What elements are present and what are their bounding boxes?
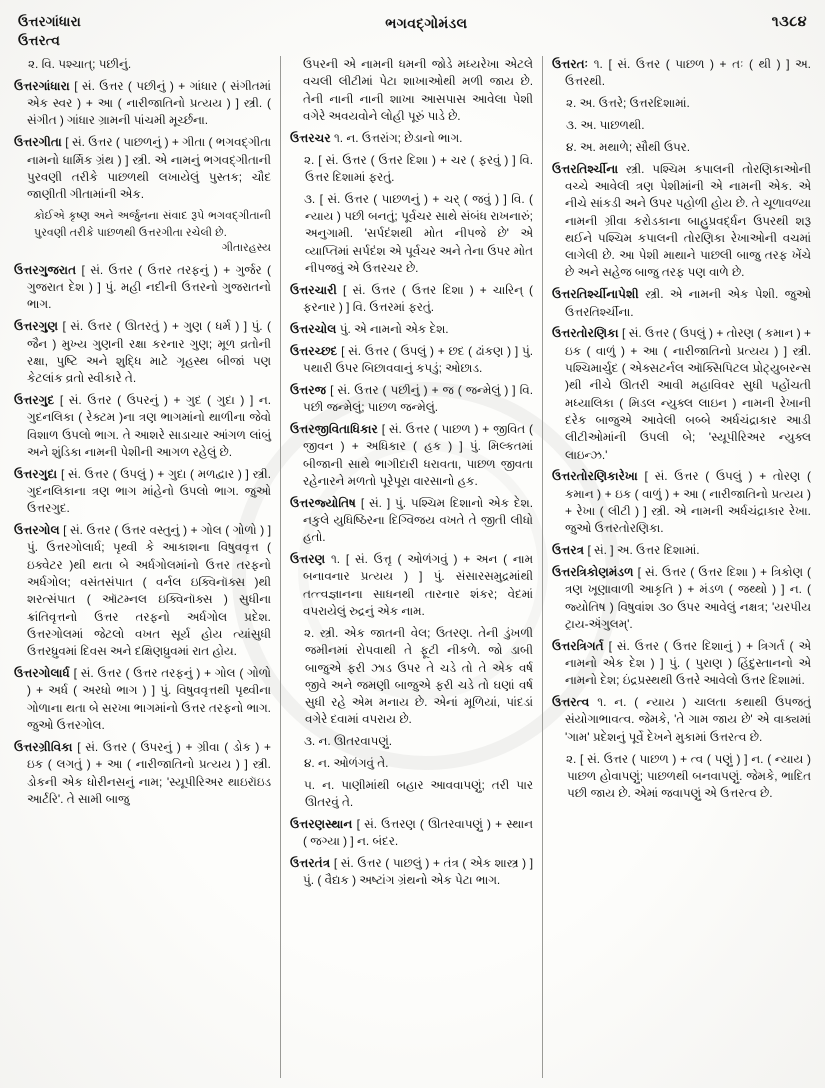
entry-headword: ઉત્તરગાંધારા [14,78,70,93]
column-container [0,54,825,1086]
entry-definition: [ સં. ] અ. ઉત્તર દિશામાં. [584,543,700,558]
entry-definition: ૧. ન. ( ન્યાય ) ચાલતા કથાથી ઉપજતું સંયોગાભાવત્વ. જેમકે, 'તે ગામ જાય છે' એ વાક્યમાં 'ગામ' પ્રદેશનું પૂર્વે દેખને મુકામાં ઉત્તરત્વ છે. [565,695,811,744]
entry-sense-text: ૨. અ. ઉત્તરે; ઉત્તરદિશામાં. [566,96,690,111]
citation-text: કોઈએ કૃષ્ણ અને અર્જુનના સંવાદ રૂપે ભગવદ્‌ગીતાની પુરવણી તરીકે પાછળથી ઉત્તરગીતા રચેલી છે. [34,210,271,239]
dictionary-entry [290,551,533,620]
entry-sense-text: ૨. સ્ત્રી. એક જાતની વેલ; ઉતરણ. તેની ડુંખળી જમીનમાં રોપવાથી તે ફૂટી નીકળે. જો ડાબી બાજુએ ફરી ઝાડ ઉપર તે ચડે તો તે એક વર્ષ જીવે અને જમણી બાજુએ ફરી ચડે તો ઘણાં વર્ષ સુધી રહે એમ મનાય છે. એનાં મૂળિયાં, પાંદડાં વગેરે દવામાં વપરાય છે. [304,625,533,727]
dictionary-entry [552,638,811,690]
entry-definition: પું. એ નામનો એક દેશ. [336,321,449,336]
entry-definition: [ સં. ઉત્તર ( પછીનું ) + જ ( જન્મેલું ) ] વિ. પછી જન્મેલું; પાછળ જન્મેલું. [303,382,533,415]
entry-definition: [ સં. ઉત્તર ( ઉત્તર દિશા ) + ચારિન્ ( ફરનાર ) ] વિ. ઉત્તરમાં ફરતું. [303,282,533,315]
text-column-2 [280,56,542,1078]
entry-definition: [ સં. ઉત્તર ( ઉપરનું ) + ગુદ ( ગુદા ) ] ન. ગુદનલિકા ( રેક્ટમ )ના ત્રણ ભાગમાંનો થાળીના જેવો વિશાળ ઉપલો ભાગ. તે આશરે સાડાચાર આંગળ લાંબું અને શુંડિકા નામની પેશીની આગળ રહેલું છે. [27,392,271,459]
entry-sense [290,755,533,772]
entry-headword: ઉત્તરતિર્શ્ચીના [552,161,619,176]
dictionary-entry [552,542,811,559]
entry-headword: ઉત્તરગુણ [14,319,59,334]
dictionary-entry [290,382,533,417]
entry-headword: ઉત્તરગુદા [14,466,58,481]
entry-sense [290,777,533,812]
entry-headword: ઉત્તરગુદ [14,392,55,407]
entry-sense [552,117,811,134]
entry-sense-text: ૪. ન. ઓળંગવું તે. [304,756,389,771]
entry-headword: ઉત્તરચ્છદ [290,343,338,358]
entry-definition: [ સં. ઉત્તર ( ઉત્તર દિશા ) + ત્રિકોણ ( ત્રણ ખૂણાવાળી આકૃતિ ) + મંડળ ( જથ્થો ) ] ન. ( જ્યોતિષ ) વિષુવાંશ ૩૦ ઉપર આવેલું નક્ષત્ર; 'યરપીય ટ્રાય-ઍંગુલમ્'. [565,564,811,631]
entry-headword: ઉત્તરગુજરાત [14,262,77,277]
entry-definition: [ સં. ઉત્તર ( ઊતરતું ) + ગુણ ( ધર્મ ) ] પું. ( જૈન ) મુખ્ય ગુણની રક્ષા કરનાર ગુણ; મૂળ વ્રતોની રક્ષા, પુષ્ટિ અને શુદ્ધિ માટે ગૃહસ્થ બીજાં પણ કેટલાંક વ્રતો સ્વીકારે તે. [27,319,271,386]
entry-sense [14,56,271,73]
entry-headword: ઉત્તરચારી [290,282,337,297]
dictionary-entry [14,392,271,461]
entry-sense [552,139,811,156]
entry-sense-text: ૩. ન. ઊતરવાપણું. [304,734,393,749]
dictionary-entry [552,468,811,537]
entry-definition: [ સં. ઉત્તર ( પાછલું ) + તંત્ર ( એક શાસ્ત્ર ) ] પું. ( વૈદ્યક ) અષ્ટાંગ ગ્રંથનો એક પેટા ભાગ. [303,856,533,888]
dictionary-entry [552,286,811,321]
dictionary-entry [14,665,271,734]
entry-headword: ઉત્તરત્વ [552,695,590,710]
dictionary-entry [552,325,811,464]
entry-headword: ઉત્તરતોરણિકા [552,326,619,341]
dictionary-entry [290,130,533,147]
entry-headword: ઉત્તરચર [290,130,331,145]
dictionary-entry [290,855,533,890]
entry-headword: ઉત્તરગ્રીવિકા [14,739,73,754]
dictionary-entry [552,564,811,633]
entry-headword: ઉત્તરત્રિકોણમંડળ [552,564,634,579]
dictionary-entry [290,282,533,317]
entry-sense-text: ૩. અ. પાછળથી. [566,117,645,132]
entry-sense-text: ૪. અ. મથાળે; સૌથી ઉપર. [566,139,691,154]
entry-citation [14,208,271,257]
entry-sense [552,751,811,803]
dictionary-entry [14,134,271,203]
entry-sense-text: ૨. વિ. પશ્ચાત્; પછીનું. [28,57,132,71]
running-head-left-line-2: ઉત્તરત્વ [18,33,61,49]
dictionary-entry [14,78,271,130]
dictionary-entry [290,321,533,338]
dictionary-entry [290,816,533,851]
entry-headword: ઉત્તરગીતા [14,135,62,150]
entry-headword: ઉત્તરજીવિતાધિકાર [290,421,378,436]
entry-definition: ૧. [ સં. ઉત્તૃ ( ઓળંગવું ) + અન ( નામ બનાવનાર પ્રત્યય ) ] પું. સંસારસમુદ્રમાંથી તત્ત્વજ્ઞાનના સાધનથી તારનાર શંકર; વેદમાં વપરાયેલું રુદ્રનું એક નામ. [303,552,533,619]
entry-headword: ઉત્તરત્રિગર્ત [552,638,604,653]
dictionary-entry [552,56,811,91]
entry-headword: ઉત્તરજ [290,382,327,397]
dictionary-entry [552,694,811,746]
entry-definition: [ સં. ઉત્તર ( ઉત્તર તરફનું ) + ગોલ ( ગોળો ) + અર્ધ ( અરધો ભાગ ) ] પું. વિષુવવૃત્તથી પૃથ્વીના ગોળાના થતા બે સરખા ભાગમાંનો ઉત્તર તરફનો ભાગ. જુઓ ઉત્તરગોલ. [27,666,271,733]
dictionary-entry [14,739,271,808]
running-head-left [18,12,81,50]
entry-headword: ઉત્તરત્ર [552,543,585,558]
entry-definition: [ સં. ઉત્તર ( ઉપલું ) + તોરણ ( કમાન ) + ઇક ( વાળું ) + આ ( નારીજાતિનો પ્રત્યય ) ] સ્ત્રી. પશ્ચિમાર્ચુદ ( એક્સટર્નલ ઑક્સિપિટલ પ્રોટ્યુબરન્સ )થી નીચે ઊતરી આવી મહાવિવર સુધી પહોંચતી મધ્યાલિકા ( મિડલ ન્યુક્લ લાઇન ) નામની રેખાની દરેક બાજુએ આવેલી બબ્બે અર્ધચંદ્રાકાર આડી લીટીઓમાંની ઉપલી બે; 'સ્યૂપીરિઅર ન્યુક્લ લાઇન્ઝ.' [565,326,811,462]
dictionary-entry [14,262,271,314]
entry-definition: સ્ત્રી. એ નામની એક પેશી. જુઓ ઉત્તરતિર્શ્ચીના. [565,287,811,319]
entry-sense-text: ૫. ન. પાણીમાંથી બહાર આવવાપણું; તરી પાર ઊતરવું તે. [304,777,533,810]
dictionary-entry [290,495,533,547]
continued-definition-text: ઉપરની એ નામની ધમની જોડે મધ્યરેખા એટલે વચલી લીટીમાં પેટા શાખાઓથી મળી જાય છે. તેની નાની નાની શાખા આસપાસ આવેલા પેશી વગેરે અવયવોને લોહી પૂરું પાડે છે. [303,57,533,123]
entry-sense-text: ૨. [ સં. ઉત્તર ( ઉત્તર દિશા ) + ચર ( ફરવું ) ] વિ. ઉત્તર દિશામાં ફરતું. [304,152,533,184]
dictionary-entry [552,161,811,282]
entry-headword: ઉત્તરણસ્થાન [290,817,353,831]
citation-source: ગીતારહસ્ય [221,242,271,255]
entry-headword: ઉત્તરતિર્શ્ચીનાપેશી [552,287,639,302]
entry-definition: [ સં. ઉત્તર ( પછીનું ) + ગાંધાર ( સંગીતમાં એક સ્વર ) + આ ( નારીજાતિનો પ્રત્યય ) ] સ્ત્રી. ( સંગીત ) ગાંધાર ગ્રામની પાંચમી મૂર્ચ્છના. [27,78,271,128]
entry-headword: ઉત્તરજ્યોતિષ [290,495,356,510]
entry-sense-text: ૩. [ સં. ઉત્તર ( પાછળનું ) + ચર્ ( જવું ) ] વિ. ( ન્યાય ) પછી બનતું; પૂર્વચર સાથે સંબંધ રાખનારું; અનુગામી. 'સર્પદંશથી મોત નીપજે છે' એ વ્યાપ્તિમાં સર્પદંશ એ પૂર્વચર અને તેના ઉપર મોત નીપજવું એ ઉત્તરચર છે. [304,191,533,275]
entry-sense-text: ૨. [ સં. ઉત્તર ( પાછળ ) + ત્વ ( પણું ) ] ન. ( ન્યાય ) પાછળ હોવાપણું; પાછળથી બનવાપણું. જેમકે, ભાદિત પછી જાય છે. એમાં જવાપણું એ ઉત્તરત્વ છે. [566,751,811,801]
text-column-3 [542,56,811,1078]
entry-sense [552,95,811,112]
dictionary-entry [14,522,271,661]
entry-definition: [ સં. ઉત્તર ( ઉત્તર દિશાનું ) + ત્રિગર્ત ( એ નામનો એક દેશ ) ] પું. ( પુરાણ ) હિંદુસ્તાનનો એ નામનો દેશ; ઇંદ્રપ્રસ્થથી ઉત્તરે આવેલો ઉત્તર દિશામાં. [565,638,811,688]
entry-sense [290,625,533,729]
entry-definition: [ સં. ઉત્તર ( ઉપલું ) + તોરણ ( કમાન ) + ઇક ( વાળું ) + આ ( નારીજાતિનો પ્રત્યય ) + રેખા ( લીટી ) ] સ્ત્રી. એ નામની અર્ધચંદ્રાકાર રેખા. જુઓ ઉત્તરતોરણિકા. [565,469,811,536]
entry-definition: [ સં. ઉત્તર ( ઉપરનું ) + ગ્રીવા ( ડોક ) + ઇક ( લગતું ) + આ ( નારીજાતિનો પ્રત્યય ) ] સ્ત્રી. ડોકની એક ધોરીનસનું નામ; 'સ્યૂપીરિઅર થાઇરૉઇડ આર્ટરિ'. તે સામી બાજુ [27,739,271,806]
entry-definition: [ સં. ઉત્તર ( ઉત્તર વસ્તુનું ) + ગોલ ( ગોળો ) ] પું. ઉત્તરગોલાર્ધ; પૃથ્વી કે આકાશના વિષુવવૃત્ત ( ઇક્વેટર )થી થતા બે અર્ધગોલમાંનો ઉત્તર તરફનો અર્ધગોલ; વસંતસંપાત ( વર્નલ ઇક્વિનૉક્સ )થી શરત્સંપાત ( ઑટમ્નલ ઇક્વિનૉક્સ ) સુધીના ક્રાંતિવૃત્તનો ઉત્તર તરફનો અર્ધગોલ પ્રદેશ. ઉત્તરગોલમાં જેટલો વખત સૂર્ય હોય ત્યાંસુધી ઉત્તરધ્રુવમાં દિવસ અને દક્ષિણધ્રુવમાં રાત હોય. [27,523,271,659]
entry-definition: [ સં. ઉત્તરણ ( ઊતરવાપણું ) + સ્થાન ( જગ્યા ) ] ન. બંદર. [303,817,533,849]
entry-definition: ૧. [ સં. ઉત્તર ( પાછળ ) + તઃ ( થી ) ] અ. ઉત્તરથી. [565,57,811,89]
entry-definition: સ્ત્રી. પશ્ચિમ કપાલની તોરણિકાઓની વચ્ચે આવેલી ત્રણ પેશીમાંની એ નામની એક. એ નીચે સાંકડી અને ઉપર પહોળી હોય છે. તે ચૂળાવળ્યા નામની ગ્રીવા કરોડકાના બાહુપ્રવર્દ્ધન ઉપરથી શરૂ થઈને પશ્ચિમ કપાલની તોરણિકા રેખાઓની વચમાં લાગેલી છે. આ પેશી માથાને પાછલી બાજુ તરફ ખેંચે છે અને સહેજ બાજુ તરફ પણ વાળે છે. [565,161,811,280]
entry-definition: [ સં. ઉત્તર ( પાછળ ) + જીવિત ( જીવન ) + અધિકાર ( હક ) ] પું. મિલ્કતમાં બીજાની સાથે ભાગીદારી ધરાવતા, પાછળ જીવતા રહેનારને મળતો પૂરેપૂરા વારસાનો હક. [303,421,533,488]
entry-sense [290,152,533,187]
running-head [0,0,825,54]
entry-definition: [ સં. ઉત્તર ( પાછળનું ) + ગીતા ( ભગવદ્‌ગીતા નામનો ધાર્મિક ગ્રંથ ) ] સ્ત્રી. એ નામનું ભગવદ્‌ગીતાની પુરવણી તરીકે પાછળથી લખાયેલું પુસ્તક; ચૌદ જાણીતી ગીતામાંની એક. [27,135,271,202]
entry-sense [290,191,533,278]
dictionary-entry [14,318,271,387]
running-head-left-line-1: ઉત્તરગાંધારા [18,14,81,29]
entry-definition: ૧. ન. ઉત્તરાંગ; છેડાનો ભાગ. [330,130,463,145]
continued-definition [290,56,533,125]
entry-definition: [ સં. ઉત્તર ( ઉપલું ) + છદ ( ઢાંકણ ) ] પું. પથારી ઉપર બિછાવવાનું કપડું; ઓછાડ. [303,343,533,375]
entry-headword: ઉત્તરણ [290,552,326,567]
text-column-1 [14,56,280,1078]
entry-definition: [ સં. ઉત્તર ( ઉત્તર તરફનું ) + ગુર્જર ( ગુજરાત દેશ ) ] પું. મહી નદીની ઉત્તરનો ગુજરાતનો ભાગ. [27,262,271,312]
book-title: ભગવદ્‌ગોમંડલ [385,15,468,31]
dictionary-entry [14,466,271,518]
entry-headword: ઉત્તરતંત્ર [290,856,331,871]
entry-definition: [ સં. ઉત્તર ( ઉપલું ) + ગુદા ( મળદ્વાર ) ] સ્ત્રી. ગુદનલિકાના ત્રણ ભાગ માંહેનો ઉપલો ભાગ. જુઓ ઉત્તરગુદ. [27,466,271,516]
entry-headword: ઉત્તરતઃ [552,57,589,71]
dictionary-entry [290,343,533,378]
entry-headword: ઉત્તરગોલ [14,523,60,538]
dictionary-entry [290,421,533,490]
entry-definition: [ સં. ] પું. પશ્ચિમ દિશાનો એક દેશ. નકુલે યુધિષ્ઠિરના દિગ્વિજય વખતે તે જીતી લીધો હતો. [303,495,533,545]
entry-headword: ઉત્તરતોરણિકારેખા [552,469,638,484]
entry-headword: ઉત્તરચોલ [290,321,337,336]
entry-headword: ઉત્તરગોલાર્ધ [14,666,70,681]
entry-sense [290,733,533,750]
page-number: ૧૩૮૪ [771,14,807,30]
